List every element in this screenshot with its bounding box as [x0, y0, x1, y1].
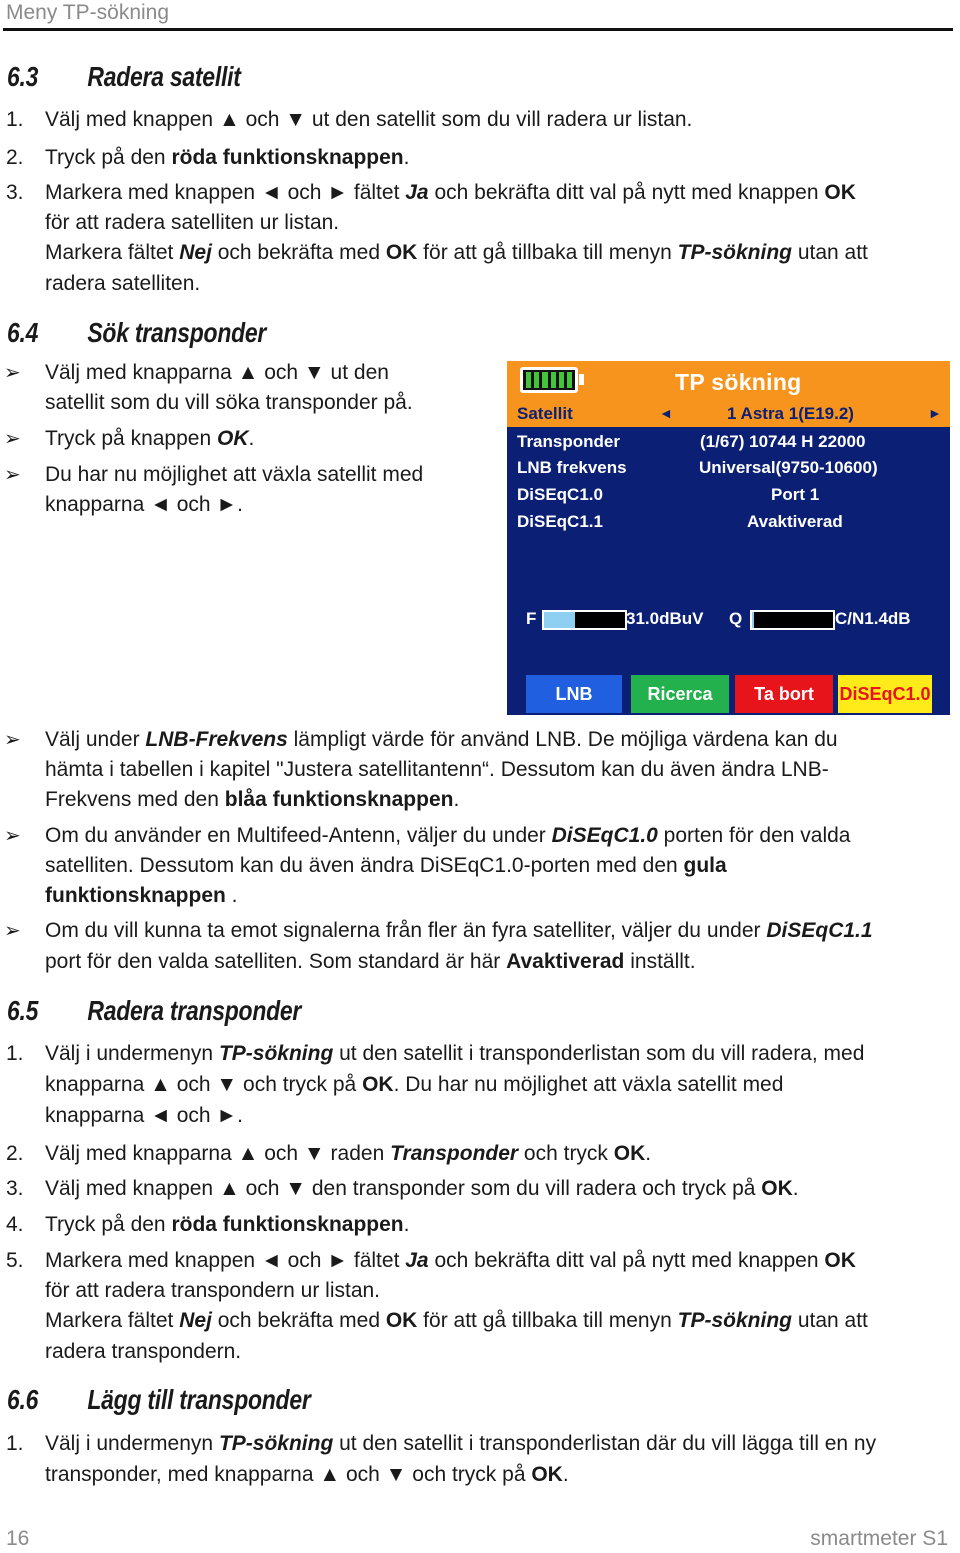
list-marker: 1. — [6, 1432, 24, 1455]
row-value-transponder: (1/67) 10744 H 22000 — [700, 432, 866, 451]
list-marker: 5. — [6, 1249, 24, 1272]
section-title: Radera satellit — [87, 61, 241, 92]
arrow-bullet-icon: ➢ — [4, 920, 21, 942]
section-title: Lägg till transponder — [87, 1384, 311, 1415]
list-item: Välj med knappen ▲ och ▼ den transponder som du vill radera och tryck på OK. — [45, 1177, 799, 1200]
f-meter-value: 31.0dBuV — [626, 609, 704, 628]
bullet-item: Om du använder en Multifeed-Antenn, väljer du under DiSEqC1.0 porten för den valda — [45, 824, 851, 847]
section-title: Radera transponder — [87, 995, 302, 1026]
list-item-note: Markera fältet Nej och bekräfta med OK för att gå tillbaka till menyn TP-sökning utan att — [45, 1309, 868, 1332]
bullet-item: Välj med knapparna ▲ och ▼ ut den — [45, 361, 389, 384]
list-item-continuation: för att radera transpondern ur listan. — [45, 1279, 381, 1302]
list-item: Markera med knappen ◄ och ► fältet Ja och bekräfta ditt val på nytt med knappen OK — [45, 181, 856, 204]
q-signal-meter — [750, 610, 835, 630]
list-item: Välj med knappen ▲ och ▼ ut den satellit som du vill radera ur listan. — [45, 108, 693, 131]
ricerca-green-button[interactable]: Ricerca — [631, 675, 729, 713]
section-title: Sök transponder — [87, 317, 267, 348]
f-meter-label: F — [526, 609, 537, 628]
list-marker: 3. — [6, 1177, 24, 1200]
battery-icon — [520, 367, 578, 393]
f-signal-meter — [542, 610, 627, 630]
arrow-bullet-icon: ➢ — [4, 825, 21, 847]
list-item: Välj i undermenyn TP-sökning ut den satellit i transponderlistan som du vill radera, med — [45, 1042, 865, 1065]
section-6-6-heading — [7, 1384, 311, 1416]
list-item-note: Markera fältet Nej och bekräfta med OK för att gå tillbaka till menyn TP-sökning utan att — [45, 241, 868, 264]
bullet-item: Välj under LNB-Frekvens lämpligt värde för använd LNB. De möjliga värdena kan du — [45, 728, 838, 751]
list-item-continuation: knapparna ▲ och ▼ och tryck på OK. Du har nu möjlighet att växla satellit med — [45, 1073, 784, 1096]
list-marker: 1. — [6, 108, 24, 131]
row-label-diseqc11[interactable]: DiSEqC1.1 — [517, 512, 603, 531]
section-6-5-heading — [7, 995, 301, 1027]
row-label-diseqc10[interactable]: DiSEqC1.0 — [517, 485, 603, 504]
bullet-item-continuation: hämta i tabellen i kapitel "Justera satellitantenn“. Dessutom kan du även ändra LNB- — [45, 758, 829, 781]
arrow-bullet-icon: ➢ — [4, 428, 21, 450]
q-meter-fill — [752, 612, 754, 628]
bullet-item: Tryck på knappen OK. — [45, 427, 255, 450]
screen-header — [507, 361, 950, 403]
satellite-value: 1 Astra 1(E19.2) — [727, 404, 854, 423]
bullet-item-continuation: knapparna ◄ och ►. — [45, 493, 244, 516]
arrow-right-icon: ► — [928, 405, 942, 421]
section-number: 6.3 — [7, 61, 39, 92]
bullet-item-continuation: Frekvens med den blåa funktionsknappen. — [45, 788, 460, 811]
list-item-continuation: för att radera satelliten ur listan. — [45, 211, 340, 234]
battery-tip — [579, 374, 584, 385]
ta-bort-red-button[interactable]: Ta bort — [735, 675, 833, 713]
arrow-bullet-icon: ➢ — [4, 729, 21, 751]
section-6-4-heading — [7, 317, 266, 349]
list-item: Tryck på den röda funktionsknappen. — [45, 1213, 410, 1236]
list-item-continuation: knapparna ◄ och ►. — [45, 1104, 244, 1127]
row-label-lnb[interactable]: LNB frekvens — [517, 458, 627, 477]
bullet-item-continuation: satellit som du vill söka transponder på. — [45, 391, 413, 414]
page-number: 16 — [6, 1527, 30, 1550]
list-marker: 3. — [6, 181, 24, 204]
diseqc-yellow-button[interactable]: DiSEqC1.0 — [838, 675, 932, 713]
row-value-diseqc10: Port 1 — [771, 485, 820, 504]
q-meter-value: C/N1.4dB — [835, 609, 911, 628]
bullet-item: Om du vill kunna ta emot signalerna från fler än fyra satelliter, väljer du under DiSEqC1.1 — [45, 919, 873, 942]
list-item-continuation: radera satelliten. — [45, 272, 201, 295]
list-item: Välj med knapparna ▲ och ▼ raden Transponder och tryck OK. — [45, 1142, 652, 1165]
running-header: Meny TP-sökning — [6, 1, 170, 24]
screen-title: TP sökning — [675, 369, 802, 395]
section-6-3-heading — [7, 61, 241, 93]
list-item: Markera med knappen ◄ och ► fältet Ja och bekräfta ditt val på nytt med knappen OK — [45, 1249, 856, 1272]
tp-search-screen — [507, 361, 950, 715]
section-number: 6.6 — [7, 1384, 39, 1415]
row-label-transponder[interactable]: Transponder — [517, 432, 620, 451]
arrow-bullet-icon: ➢ — [4, 464, 21, 486]
satellite-row[interactable] — [507, 403, 950, 427]
footer-brand: smartmeter S1 — [810, 1527, 948, 1550]
list-item-continuation: transponder, med knapparna ▲ och ▼ och tryck på OK. — [45, 1463, 569, 1486]
list-marker: 4. — [6, 1213, 24, 1236]
arrow-left-icon: ◄ — [659, 405, 673, 421]
bullet-item-continuation: satelliten. Dessutom kan du även ändra DiSEqC1.0-porten med den gula — [45, 854, 727, 877]
header-rule — [3, 28, 953, 31]
list-marker: 2. — [6, 146, 24, 169]
satellite-label: Satellit — [517, 404, 573, 423]
bullet-item-continuation: funktionsknappen . — [45, 884, 238, 907]
bullet-item: Du har nu möjlighet att växla satellit med — [45, 463, 424, 486]
list-item-continuation: radera transpondern. — [45, 1340, 242, 1363]
lnb-blue-button[interactable]: LNB — [526, 675, 622, 713]
row-value-diseqc11: Avaktiverad — [747, 512, 843, 531]
q-meter-label: Q — [729, 609, 743, 628]
f-meter-fill — [544, 612, 575, 628]
list-item: Tryck på den röda funktionsknappen. — [45, 146, 410, 169]
section-number: 6.5 — [7, 995, 39, 1026]
list-marker: 2. — [6, 1142, 24, 1165]
row-value-lnb: Universal(9750-10600) — [699, 458, 878, 477]
list-marker: 1. — [6, 1042, 24, 1065]
list-item: Välj i undermenyn TP-sökning ut den satellit i transponderlistan där du vill lägga till en ny — [45, 1432, 877, 1455]
arrow-bullet-icon: ➢ — [4, 362, 21, 384]
section-number: 6.4 — [7, 317, 39, 348]
bullet-item-continuation: port för den valda satelliten. Som standard är här Avaktiverad inställt. — [45, 950, 696, 973]
